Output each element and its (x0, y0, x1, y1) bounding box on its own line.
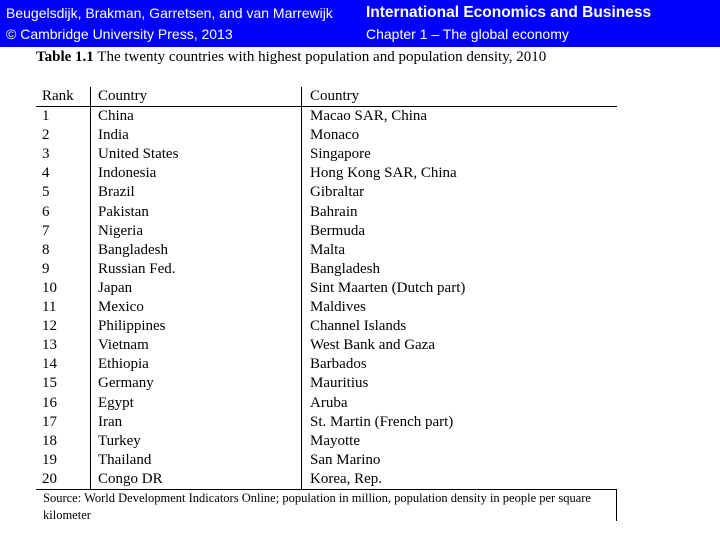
cell-country: Mexico (98, 299, 144, 315)
cell-country: Vietnam (98, 337, 149, 354)
cell-rank: 15 (42, 375, 57, 392)
cell-rank: 19 (42, 451, 57, 468)
cell-country: Brazil (98, 184, 135, 201)
cell-rank: 5 (42, 184, 50, 201)
cell-dense-country: Korea, Rep. (310, 470, 383, 487)
cell-dense-country: Barbados (310, 356, 367, 373)
cell-country: China (98, 108, 134, 124)
header-banner (0, 0, 720, 47)
cell-dense-country: West Bank and Gaza (310, 337, 435, 354)
cell-country: Thailand (98, 451, 152, 468)
cell-rank: 16 (42, 394, 57, 411)
cell-rank: 11 (42, 299, 57, 315)
cell-dense-country: Bahrain (310, 203, 358, 220)
cell-rank: 10 (42, 279, 57, 296)
column-divider (301, 87, 302, 489)
cell-country: Congo DR (98, 470, 163, 487)
cell-rank: 3 (42, 146, 50, 163)
copyright-text: © Cambridge University Press, 2013 (6, 26, 233, 42)
cell-rank: 1 (42, 108, 50, 124)
cell-country: Germany (98, 375, 154, 392)
cell-country: Nigeria (98, 222, 143, 239)
cell-country: Russian Fed. (98, 260, 176, 277)
cell-dense-country: Monaco (310, 127, 360, 144)
cell-rank: 9 (42, 260, 50, 277)
cell-country: Japan (98, 279, 133, 296)
cell-dense-country: Singapore (310, 146, 371, 163)
cell-country: Iran (98, 413, 123, 430)
cell-dense-country: Aruba (310, 394, 348, 411)
cell-dense-country: Bermuda (310, 222, 365, 239)
cell-country: India (98, 127, 129, 144)
cell-country: Turkey (98, 432, 141, 449)
cell-rank: 8 (42, 241, 50, 258)
column-divider (90, 87, 91, 489)
cell-dense-country: Malta (310, 241, 345, 258)
cell-dense-country: Mauritius (310, 375, 369, 392)
header-rule (36, 106, 617, 107)
cell-country: Indonesia (98, 165, 157, 182)
cell-country: Philippines (98, 318, 166, 335)
table-caption-label: Table 1.1 (36, 49, 94, 65)
cell-dense-country: Gibraltar (310, 184, 365, 201)
book-title: International Economics and Business (366, 4, 652, 21)
cell-country: Bangladesh (98, 241, 168, 258)
header-dense-country: Country (310, 88, 360, 104)
cell-dense-country: St. Martin (French part) (310, 413, 454, 430)
cell-rank: 18 (42, 432, 57, 449)
cell-dense-country: Bangladesh (310, 260, 380, 277)
cell-country: Pakistan (98, 203, 149, 220)
cell-rank: 12 (42, 318, 57, 335)
header-rank: Rank (42, 88, 74, 104)
cell-rank: 7 (42, 222, 50, 239)
cell-rank: 14 (42, 356, 57, 373)
source-note: Source: World Development Indicators Online; population in million, population density in people per square kilometer (43, 491, 591, 522)
cell-rank: 4 (42, 165, 50, 182)
authors-text: Beugelsdijk, Brakman, Garretsen, and van Marrewijk (6, 5, 333, 21)
cell-rank: 13 (42, 337, 57, 354)
header-country: Country (98, 88, 148, 104)
cell-country: United States (98, 146, 179, 163)
cell-country: Ethiopia (98, 356, 149, 373)
cell-rank: 2 (42, 127, 50, 144)
cell-dense-country: Macao SAR, China (310, 108, 428, 124)
chapter-title: Chapter 1 – The global economy (366, 26, 569, 42)
cell-rank: 17 (42, 413, 57, 430)
cell-dense-country: Channel Islands (310, 318, 407, 335)
cell-dense-country: Maldives (310, 299, 366, 315)
source-divider (616, 489, 617, 521)
cell-dense-country: San Marino (310, 451, 381, 468)
cell-country: Egypt (98, 394, 134, 411)
cell-rank: 20 (42, 470, 57, 487)
cell-dense-country: Hong Kong SAR, China (310, 165, 457, 182)
cell-dense-country: Sint Maarten (Dutch part) (310, 279, 466, 296)
table-caption (36, 49, 546, 66)
table-caption-text: The twenty countries with highest population and population density, 2010 (93, 49, 547, 65)
cell-rank: 6 (42, 203, 50, 220)
cell-dense-country: Mayotte (310, 432, 360, 449)
